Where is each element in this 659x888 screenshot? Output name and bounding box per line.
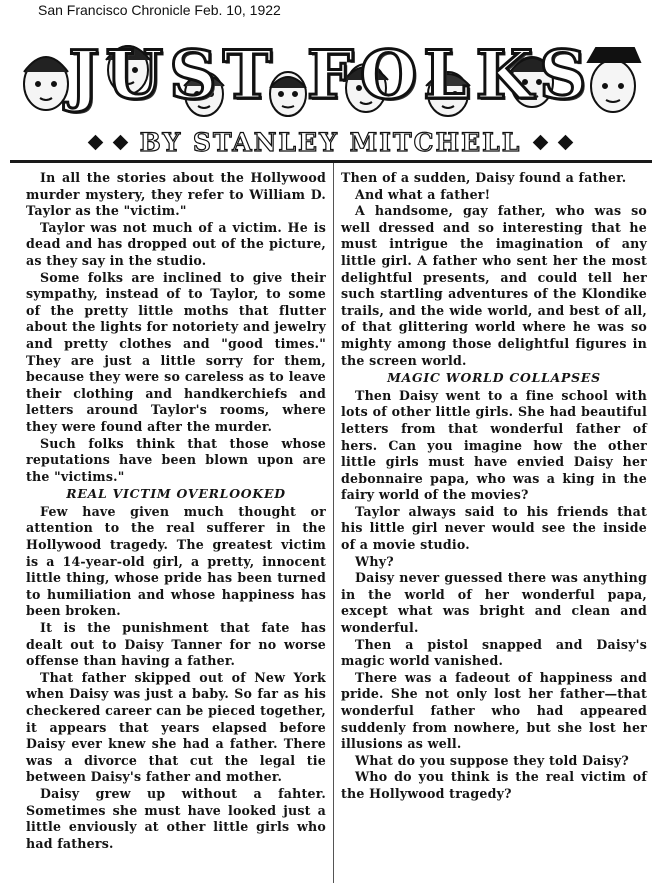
diamond-ornament-icon (558, 134, 574, 150)
paragraph: A handsome, gay father, who was so well dressed and so interesting that he must intrigue the imagination of any little girl. A father who sent her the most delightful presents, and could tell her such startling adventures of the Klondike trails, and the wide world, and best of all, of that glittering world where he was so mighty among those delightful figures in the screen world. (341, 203, 647, 368)
paragraph: Some folks are inclined to give their sympathy, instead of to Taylor, to some of the pretty little moths that flutter about the lights for notoriety and jewelry and pretty clothes and "good times." They are just a little sorry for them, because they were so careless as to leave their clothing and handkerchiefs and letters around Taylor's rooms, where they were found after the murder. (26, 269, 326, 434)
masthead-title: JUST FOLKS (68, 36, 593, 114)
paragraph: Who do you think is the real victim of the Hollywood tragedy? (341, 769, 647, 801)
paragraph: Such folks think that those whose reputations have been blown upon are the "victims." (26, 435, 326, 484)
diamond-ornament-icon (533, 134, 549, 150)
diamond-ornament-icon (87, 134, 103, 150)
byline-row (8, 128, 653, 156)
paragraph: In all the stories about the Hollywood murder mystery, they refer to William D. Taylor as the "victim." (26, 170, 326, 219)
subhead: MAGIC WORLD COLLAPSES (387, 370, 601, 386)
paragraph: And what a father! (355, 186, 491, 202)
paragraph: Then of a sudden, Daisy found a father. (341, 170, 627, 185)
paragraph: Few have given much thought or attention to the real sufferer in the Hollywood tragedy. The greatest victim is a 14-year-old girl, a pretty, innocent little thing, whose pride has been turned to humiliation and whose happiness has been broken. (26, 503, 326, 619)
paragraph: That father skipped out of New York when Daisy was just a baby. So far as his checkered career can be pieced together, it appears that years elapsed before Daisy ever knew she had a father. There was a divorce that cut the legal tie between Daisy's father and mother. (26, 669, 326, 785)
column-divider (333, 163, 334, 883)
subhead: REAL VICTIM OVERLOOKED (66, 486, 286, 502)
paragraph: Taylor was not much of a victim. He is dead and has dropped out of the picture, as they say in the studio. (26, 219, 326, 268)
paragraph: Then Daisy went to a fine school with lots of other little girls. She had beautiful letters from that wonderful father of hers. Can you imagine how the other little girls must have envied Daisy her debonnaire papa, who was a king in the fairy world of the movies? (341, 387, 647, 503)
paragraph: Why? (355, 553, 394, 569)
left-column (26, 170, 326, 852)
paragraph: Then a pistol snapped and Daisy's magic world vanished. (341, 636, 647, 669)
paragraph: There was a fadeout of happiness and pride. She not only lost her father—that wonderful father who had appeared suddenly from nowhere, but she lost her illusions as well. (341, 669, 647, 752)
diamond-ornament-icon (112, 134, 128, 150)
paragraph: It is the punishment that fate has dealt out to Daisy Tanner for no worse offense than having a father. (26, 620, 326, 669)
paragraph: What do you suppose they told Daisy? (355, 752, 629, 768)
right-column (341, 170, 647, 803)
masthead (8, 24, 653, 156)
source-line: San Francisco Chronicle Feb. 10, 1922 (38, 2, 281, 18)
paragraph: Taylor always said to his friends that his little girl never would see the inside of a movie studio. (341, 503, 647, 553)
paragraph: Daisy grew up without a fahter. Sometimes she must have looked just a little enviously at other little girls who had fathers. (26, 785, 326, 851)
byline: BY STANLEY MITCHELL (139, 127, 522, 157)
masthead-rule (10, 160, 652, 163)
paragraph: Daisy never guessed there was anything in the world of her wonderful papa, except what was bright and clean and wonderful. (341, 570, 647, 636)
